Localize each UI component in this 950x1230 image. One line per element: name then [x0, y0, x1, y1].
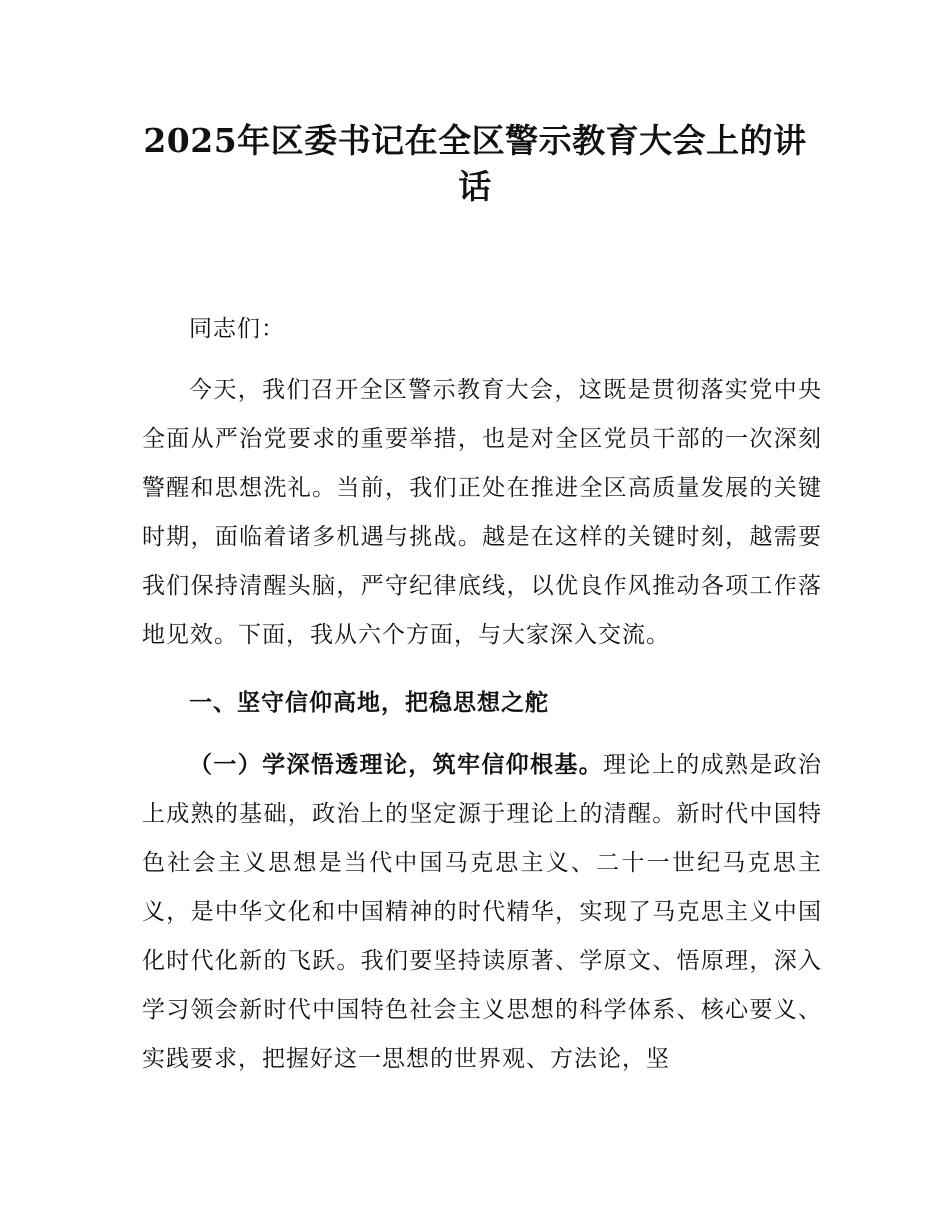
salutation: 同志们： [189, 316, 285, 342]
subsection-lead-1: （一）学深悟透理论，筑牢信仰根基。 [189, 752, 604, 778]
intro-paragraph: 今天，我们召开全区警示教育大会，这既是贯彻落实党中央全面从严治党要求的重要举措，也是对全区党员干部的一次深刻警醒和思想洗礼。当前，我们正处在推进全区高质量发展的关键时期，面临着诸多机遇与挑战。越是在这样的关键时刻，越需要我们保持清醒头脑，严守纪律底线，以优良作风推动各项工作落地见效。下面，我从六个方面，与大家深入交流。 [142, 377, 822, 648]
subsection-body-1: 理论上的成熟是政治上成熟的基础，政治上的坚定源于理论上的清醒。新时代中国特色社会主义思想是当代中国马克思主义、二十一世纪马克思主义，是中华文化和中国精神的时代精华，实现了马克思主义中国化时代化新的飞跃。我们要坚持读原著、学原文、悟原理，深入学习领会新时代中国特色社会主义思想的科学体系、核心要义、实践要求，把握好这一思想的世界观、方法论，坚 [142, 752, 823, 1072]
subsection-paragraph-1 [142, 741, 822, 1084]
document-title: 2025年区委书记在全区警示教育大会上的讲话 [143, 121, 807, 206]
section-heading-1: 一、坚守信仰高地，把稳思想之舵 [189, 690, 549, 716]
